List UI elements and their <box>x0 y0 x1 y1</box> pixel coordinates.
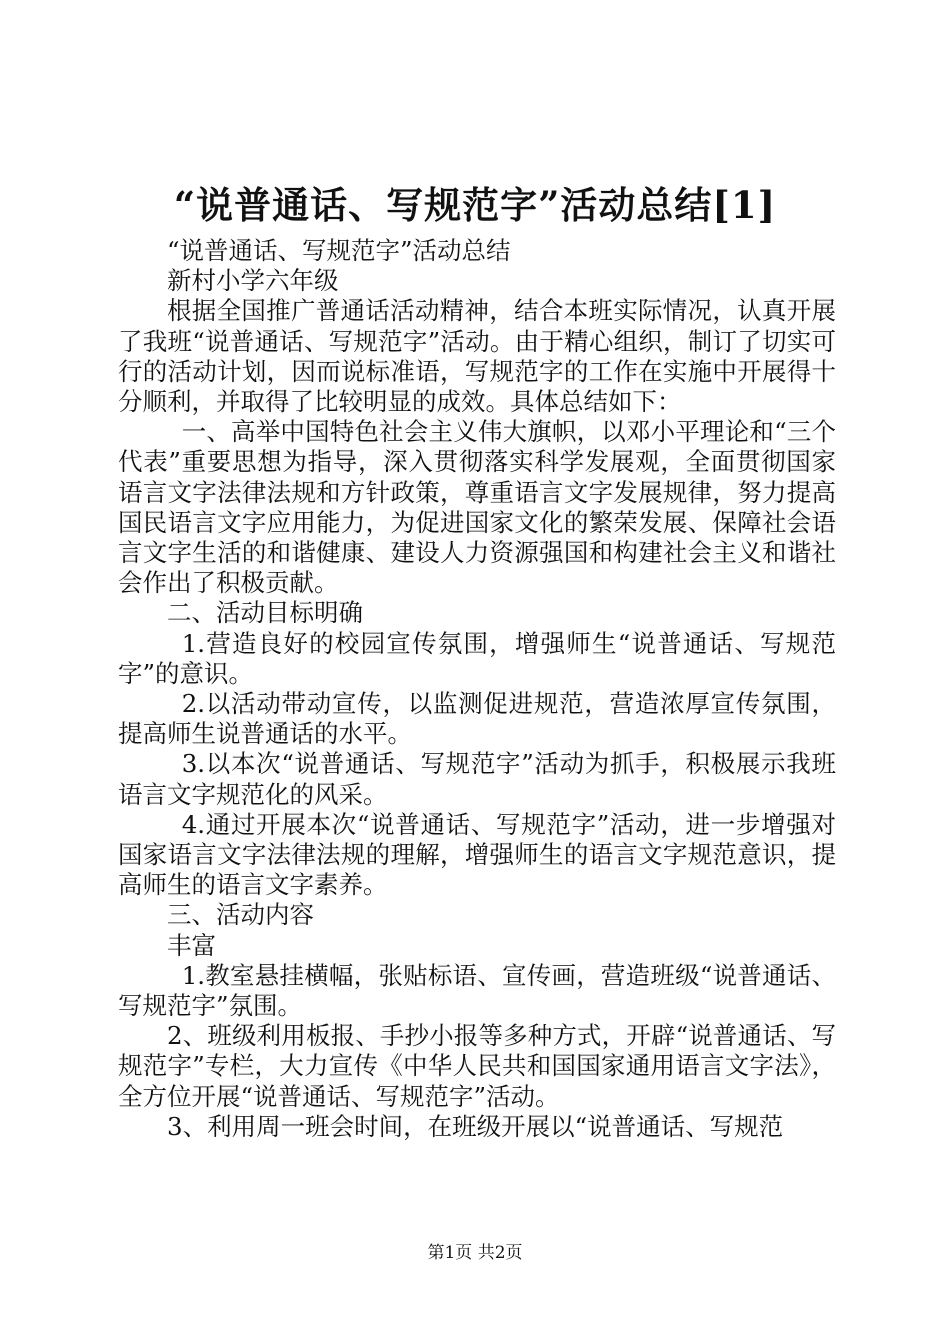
paragraph-item: 3.以本次“说普通话、写规范字”活动为抓手，积极展示我班语言文字规范化的风采。 <box>118 749 836 809</box>
paragraph-item: 1.营造良好的校园宣传氛围，增强师生“说普通话、写规范字”的意识。 <box>118 628 836 688</box>
subtitle: “说普通话、写规范字”活动总结 <box>167 236 511 265</box>
paragraph-item: 3、利用周一班会时间，在班级开展以“说普通话、写规范 <box>167 1111 784 1141</box>
section-heading-2: 二、活动目标明确 <box>167 598 363 628</box>
page-number: 第1页 共2页 <box>427 1243 523 1263</box>
paragraph-section-1: 一、高举中国特色社会主义伟大旗帜，以邓小平理论和“三个代表”重要思想为指导，深入贯彻落实科学发展观，全面贯彻国家语言文字法律法规和方针政策，尊重语言文字发展规律，努力提高国民语言文字应用能力，为促进国家文化的繁荣发展、保障社会语言文字生活的和谐健康、建设人力资源强国和构建社会主义和谐社会作出了积极贡献。 <box>118 417 836 598</box>
paragraph-item: 2、班级利用板报、手抄小报等多种方式，开辟“说普通话、写规范字”专栏，大力宣传《中华人民共和国国家通用语言文字法》，全方位开展“说普通话、写规范字”活动。 <box>118 1021 836 1111</box>
document-body <box>118 236 836 1142</box>
paragraph-item: 2.以活动带动宣传，以监测促进规范，营造浓厚宣传氛围，提高师生说普通话的水平。 <box>118 689 836 749</box>
paragraph-item: 1.教室悬挂横幅，张贴标语、宣传画，营造班级“说普通话、写规范字”氛围。 <box>118 960 836 1021</box>
paragraph-intro: 根据全国推广普通话活动精神，结合本班实际情况，认真开展了我班“说普通话、写规范字”活动。由于精心组织，制订了切实可行的活动计划，因而说标准语，写规范字的工作在实施中开展得十分顺利，并取得了比较明显的成效。具体总结如下： <box>118 296 836 417</box>
paragraph-item: 4.通过开展本次“说普通话、写规范字”活动，进一步增强对国家语言文字法律法规的理解，增强师生的语言文字规范意识，提高师生的语言文字素养。 <box>118 809 836 900</box>
document-title: “说普通话、写规范字”活动总结[1] <box>173 183 777 227</box>
school-line: 新村小学六年级 <box>167 266 339 296</box>
section-heading-3: 三、活动内容 <box>167 900 314 930</box>
section-heading-3-cont: 丰富 <box>167 930 216 960</box>
